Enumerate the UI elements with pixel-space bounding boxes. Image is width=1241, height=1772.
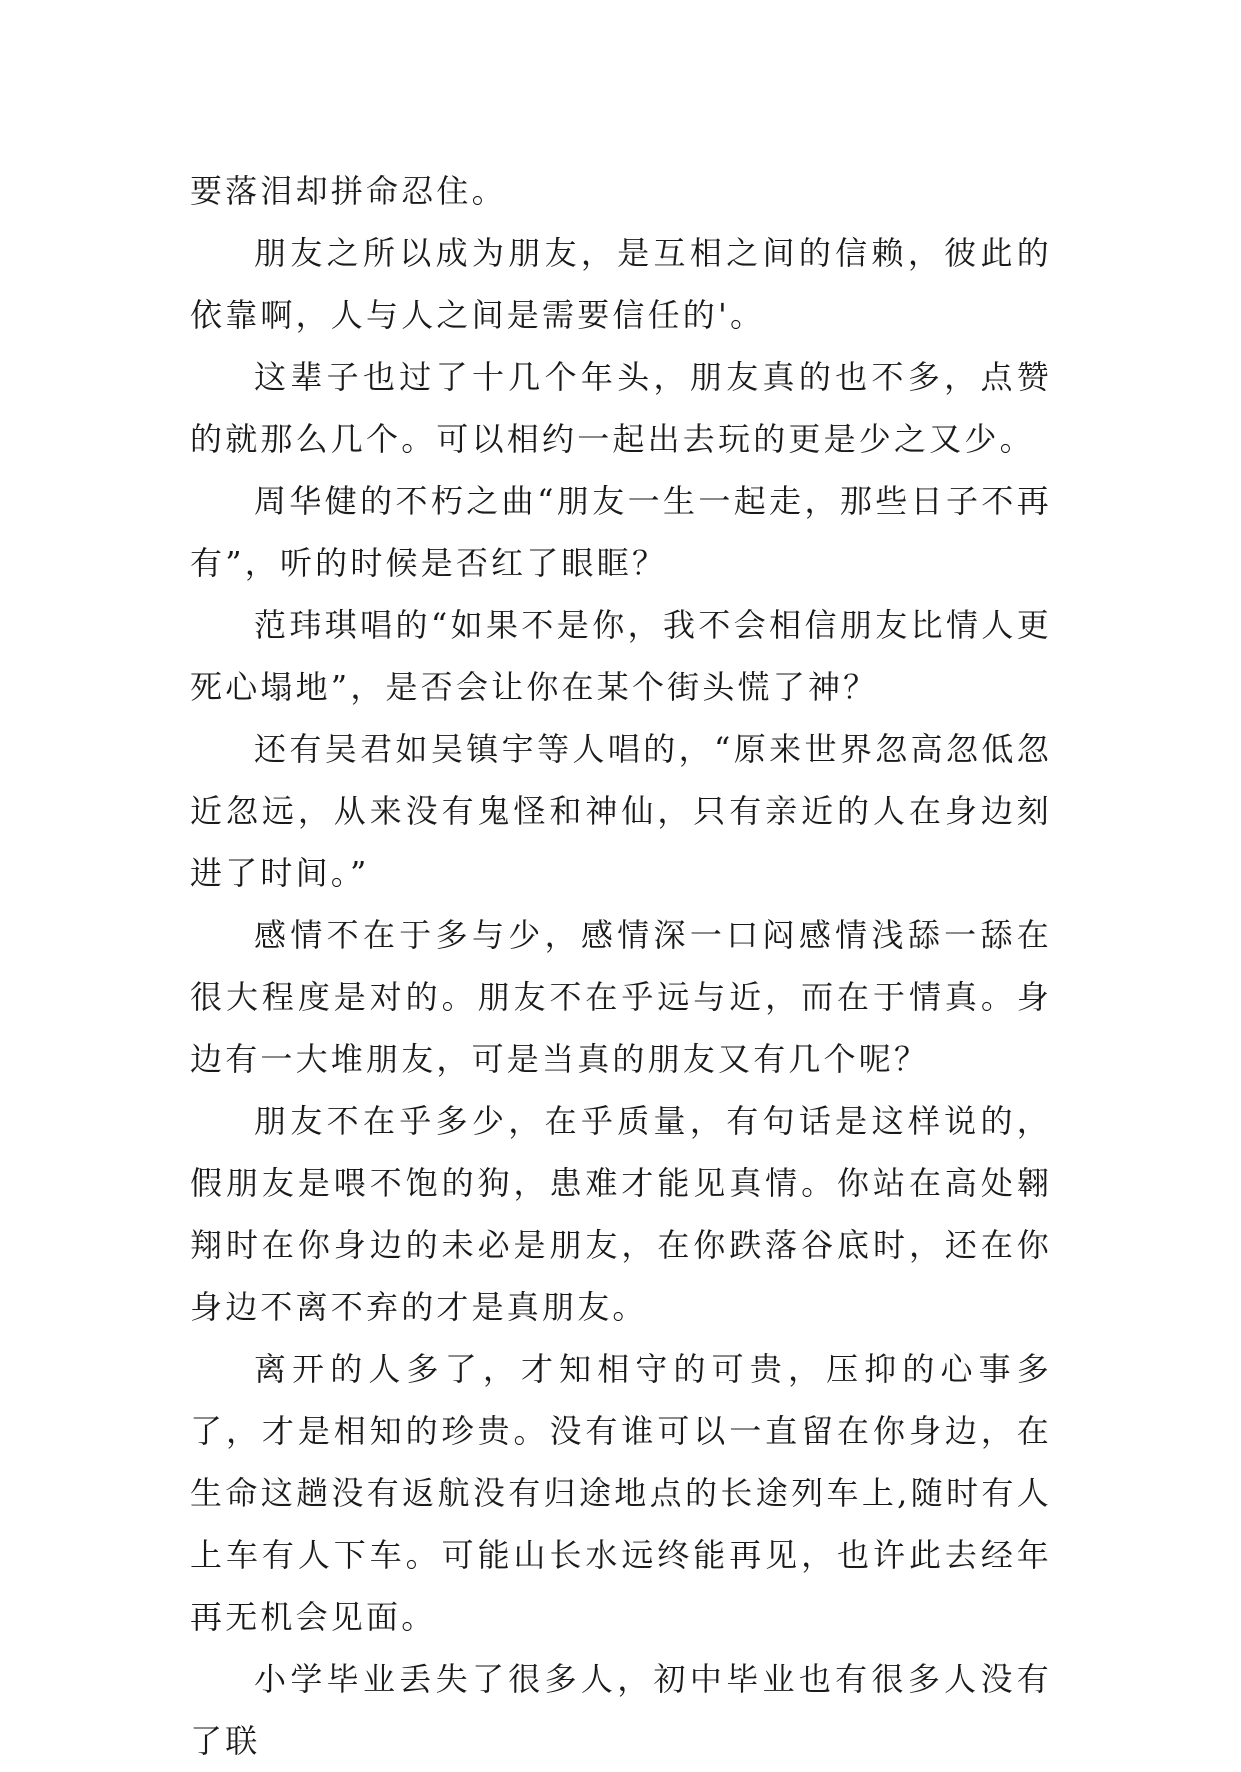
paragraph: 朋友不在乎多少，在乎质量，有句话是这样说的，假朋友是喂不饱的狗，患难才能见真情。你站在高处翱翔时在你身边的未必是朋友，在你跌落谷底时，还在你身边不离不弃的才是真朋友。 xyxy=(190,1102,1052,1326)
paragraph: 离开的人多了，才知相守的可贵，压抑的心事多了，才是相知的珍贵。没有谁可以一直留在你身边，在生命这趟没有返航没有归途地点的长途列车上,随时有人上车有人下车。可能山长水远终能再见，也许此去经年再无机会见面。 xyxy=(190,1350,1052,1636)
paragraph: 小学毕业丢失了很多人，初中毕业也有很多人没有了联 xyxy=(190,1660,1052,1760)
paragraph: 周华健的不朽之曲“朋友一生一起走，那些日子不再有”，听的时候是否红了眼眶？ xyxy=(190,482,1052,582)
paragraph: 还有吴君如吴镇宇等人唱的，“原来世界忽高忽低忽近忽远，从来没有鬼怪和神仙，只有亲近的人在身边刻进了时间。” xyxy=(190,730,1052,892)
paragraph: 感情不在于多与少，感情深一口闷感情浅舔一舔在很大程度是对的。朋友不在乎远与近，而在于情真。身边有一大堆朋友，可是当真的朋友又有几个呢？ xyxy=(190,916,1052,1078)
paragraph: 要落泪却拼命忍住。 xyxy=(190,172,507,210)
paragraph: 这辈子也过了十几个年头，朋友真的也不多，点赞的就那么几个。可以相约一起出去玩的更是少之又少。 xyxy=(190,358,1052,458)
paragraph: 范玮琪唱的“如果不是你，我不会相信朋友比情人更死心塌地”，是否会让你在某个街头慌了神？ xyxy=(190,606,1052,706)
paragraph: 朋友之所以成为朋友，是互相之间的信赖，彼此的依靠啊，人与人之间是需要信任的'。 xyxy=(190,234,1052,334)
body-text xyxy=(190,160,1052,1772)
